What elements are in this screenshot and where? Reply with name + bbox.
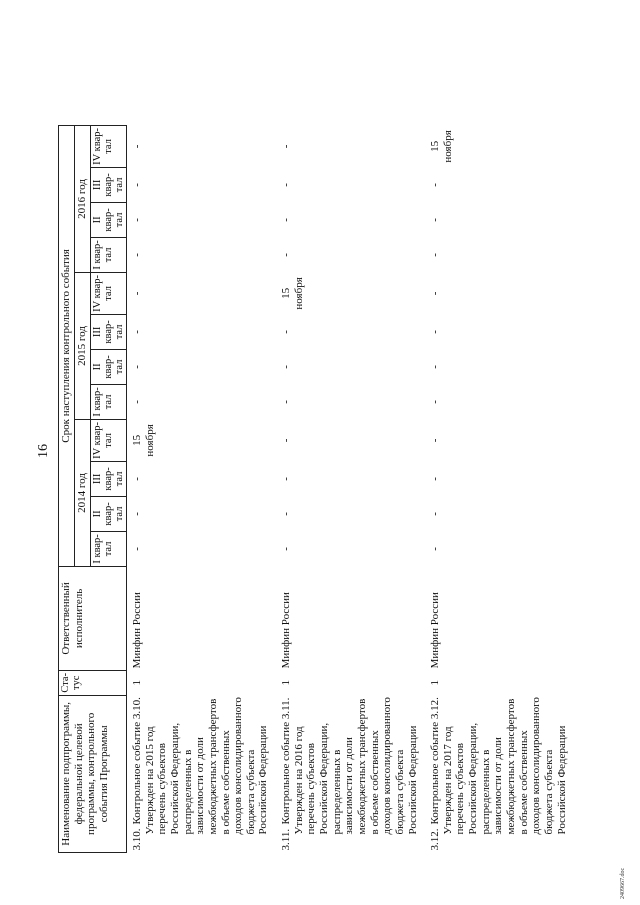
deadline-cell: -	[280, 365, 293, 369]
header-quarter: III квар-тал	[91, 167, 127, 202]
table-row	[274, 125, 423, 852]
deadline-cell: -	[131, 253, 144, 257]
event-number: 3.12.	[429, 828, 442, 851]
event-number: 3.11.	[280, 828, 293, 851]
event-name-cell	[274, 695, 423, 852]
footer-filename: 2409667.doc	[620, 867, 626, 899]
deadline-cell: -	[280, 547, 293, 551]
deadline-cell: -	[131, 218, 144, 222]
deadline-cell: 15 ноября	[429, 130, 454, 163]
deadline-cell: -	[429, 330, 442, 334]
deadline-cell: -	[131, 477, 144, 481]
event-title: Контрольное событие 3.10.	[131, 697, 144, 825]
header-year: 2015 год	[75, 272, 91, 419]
deadline-cell: -	[280, 330, 293, 334]
event-title: Контрольное событие 3.12.	[429, 697, 442, 825]
deadline-cell: -	[280, 218, 293, 222]
deadline-cell: -	[280, 400, 293, 404]
event-description: Утвержден на 2017 год перечень субъектов Российской Федерации, распределенных в зависимости от доли межбюджетных трансфертов в объеме собственных доходов консолидированного бюджета субъекта Российской Федерации	[441, 697, 568, 835]
event-name-cell	[423, 695, 572, 852]
control-events-table	[58, 125, 572, 853]
responsible-cell: Минфин России	[131, 592, 144, 669]
deadline-cell: -	[429, 218, 442, 222]
responsible-cell: Минфин России	[429, 592, 442, 669]
header-deadline: Срок наступления контрольного события	[59, 125, 75, 566]
header-quarter: II квар-тал	[91, 202, 127, 237]
deadline-cell: -	[280, 183, 293, 187]
deadline-cell: -	[429, 183, 442, 187]
deadline-cell: -	[131, 547, 144, 551]
deadline-cell: -	[429, 438, 442, 443]
header-quarter: II квар-тал	[91, 496, 127, 531]
deadline-cell: -	[131, 144, 144, 149]
deadline-cell: -	[429, 400, 442, 404]
responsible-cell: Минфин России	[280, 592, 293, 669]
event-description: Утвержден на 2015 год перечень субъектов Российской Федерации, распределенных в зависимости от доли межбюджетных трансфертов в объеме собственных доходов консолидированного бюджета субъекта Российской Федерации	[143, 697, 270, 835]
deadline-cell: -	[280, 253, 293, 257]
event-number: 3.10.	[131, 828, 144, 851]
deadline-cell: -	[280, 512, 293, 516]
header-responsible: Ответственный исполнитель	[59, 566, 127, 670]
header-quarter: IV квар-тал	[91, 272, 127, 314]
deadline-cell: -	[429, 253, 442, 257]
deadline-cell: -	[131, 512, 144, 516]
deadline-cell: -	[131, 330, 144, 334]
header-year: 2016 год	[75, 125, 91, 272]
deadline-cell: -	[429, 365, 442, 369]
table-row	[127, 125, 275, 852]
event-name-cell	[127, 695, 275, 852]
header-quarter: III квар-тал	[91, 461, 127, 496]
deadline-cell: -	[280, 477, 293, 481]
deadline-cell: -	[429, 512, 442, 516]
header-quarter: I квар-тал	[91, 384, 127, 419]
deadline-cell: -	[131, 365, 144, 369]
header-quarter: III квар-тал	[91, 314, 127, 349]
deadline-cell: -	[280, 438, 293, 443]
header-quarter: I квар-тал	[91, 531, 127, 566]
deadline-cell: -	[429, 291, 442, 296]
header-quarter: I квар-тал	[91, 237, 127, 272]
deadline-cell: -	[429, 477, 442, 481]
deadline-cell: -	[131, 400, 144, 404]
deadline-cell: 15 ноября	[131, 424, 156, 457]
status-cell: 1	[280, 680, 293, 686]
page-number: 16	[36, 444, 51, 458]
event-title: Контрольное событие 3.11.	[280, 697, 293, 825]
table-row	[423, 125, 572, 852]
header-quarter: IV квар-тал	[91, 125, 127, 167]
header-quarter: II квар-тал	[91, 349, 127, 384]
header-year: 2014 год	[75, 419, 91, 566]
deadline-cell: -	[131, 183, 144, 187]
deadline-cell: -	[280, 144, 293, 149]
deadline-cell: -	[131, 291, 144, 296]
status-cell: 1	[429, 680, 442, 686]
deadline-cell: -	[429, 547, 442, 551]
event-description: Утвержден на 2016 год перечень субъектов Российской Федерации, распределенных в зависимости от доли межбюджетных трансфертов в объеме собственных доходов консолидированного бюджета субъекта Российской Федерации	[292, 697, 419, 835]
status-cell: 1	[131, 680, 144, 686]
header-quarter: IV квар-тал	[91, 419, 127, 461]
deadline-cell: 15 ноября	[280, 277, 305, 310]
header-status: Ста-тус	[59, 670, 127, 695]
header-name: Наименование подпрограммы, федеральной целевой программы, контрольного события Программы	[59, 695, 127, 852]
